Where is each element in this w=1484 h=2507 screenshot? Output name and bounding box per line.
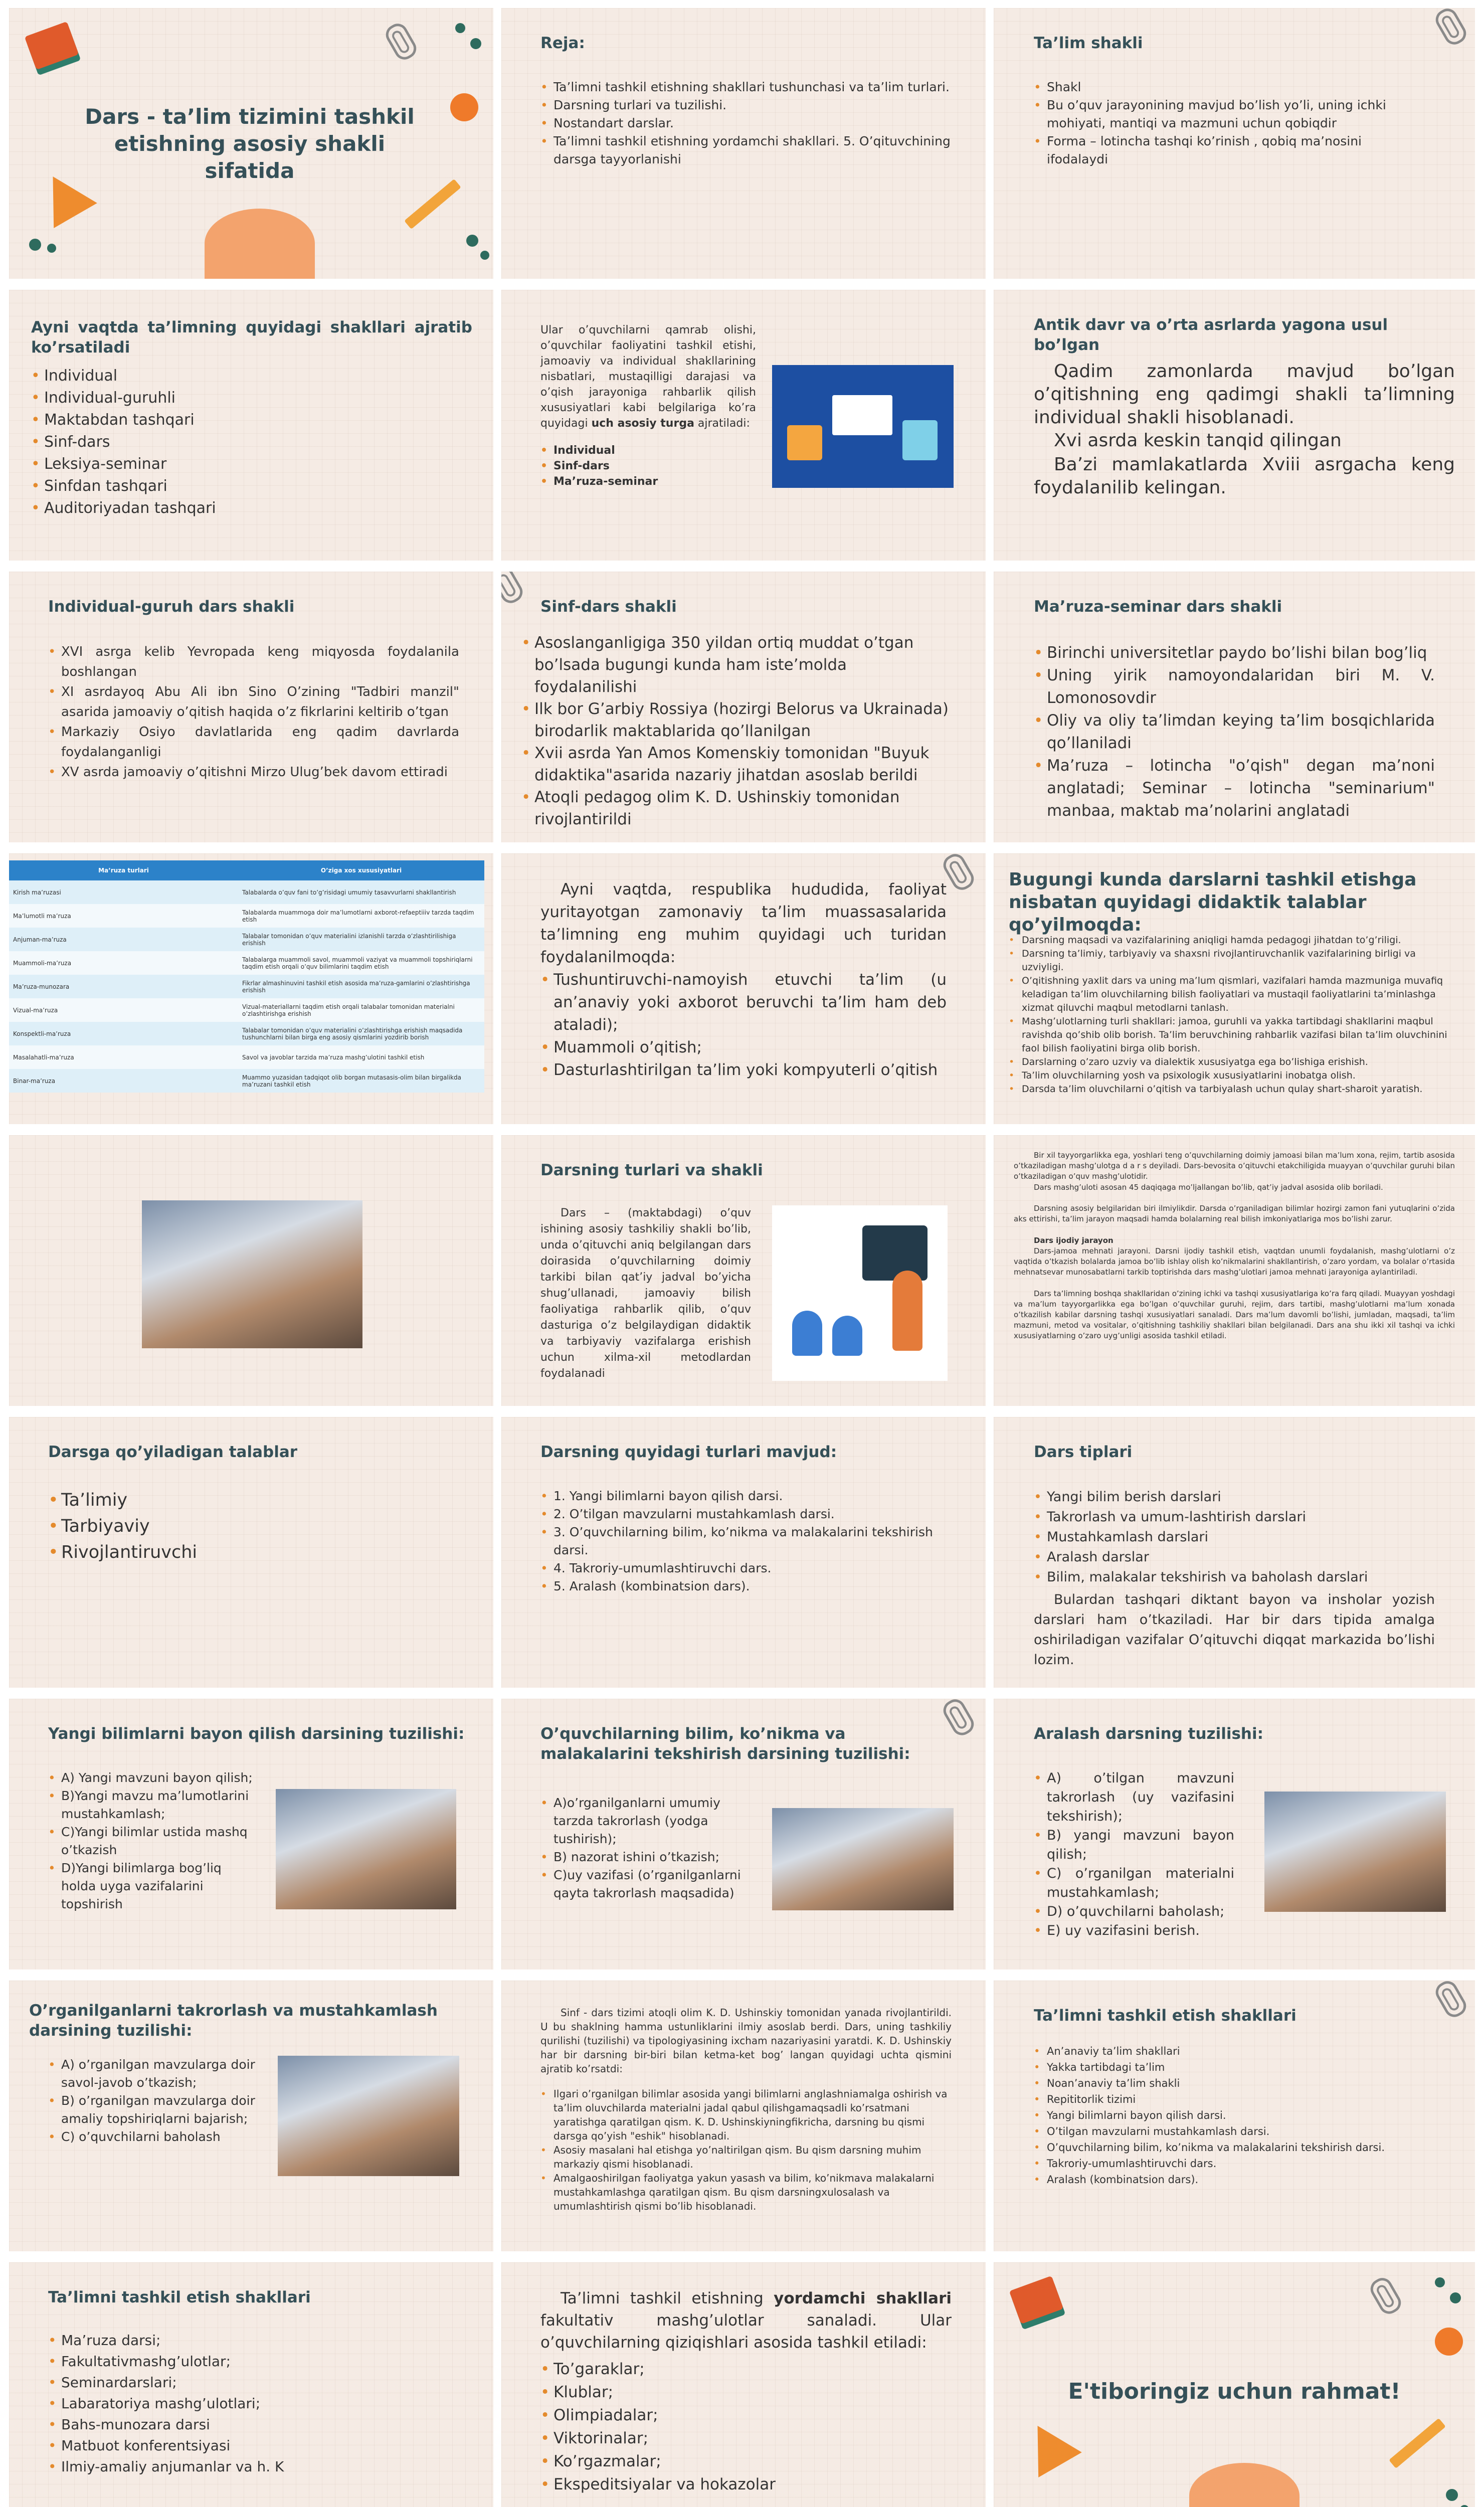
slide-heading: Ta’lim shakli — [1034, 34, 1143, 52]
list-item: • Ta’limni tashkil etishning shakllari tushunchasi va ta’lim turlari. — [540, 78, 952, 96]
list-item: • Matbuot konferentsiyasi — [48, 2435, 449, 2456]
list-item: • Darsning turlari va tuzilishi. — [540, 96, 952, 114]
slide-lecture-table[interactable] — [9, 853, 493, 1124]
slide-didactic-requirements[interactable] — [994, 853, 1475, 1124]
requirements-list — [1009, 934, 1450, 1096]
list-item: • B) nazorat ishini o’tkazish; — [540, 1848, 741, 1866]
table-row: Masalahatli-ma’ruza Savol va javoblar tarzida ma’ruza mashg’ulotini tashkil etish — [9, 1045, 484, 1069]
ruler-icon — [1016, 2413, 1082, 2477]
slide-heading: Darsga qo’yiladigan talablar — [48, 1443, 298, 1461]
list-item: • A)o’rganilganlarni umumiy tarzda takrorlash (yodga tushirish); — [540, 1794, 741, 1848]
tips-list — [1034, 1487, 1435, 1587]
list-item: • D) o’quvchilarni baholash; — [1034, 1902, 1234, 1921]
slide-ushinskiy[interactable] — [501, 1981, 986, 2251]
slide-maruza-seminar[interactable] — [994, 572, 1475, 842]
table-header: O’ziga xos xususiyatlari — [238, 860, 484, 880]
list-item: • Sinfdan tashqari — [31, 475, 432, 497]
list-item: • Ma’ruza-seminar — [540, 474, 756, 489]
list-item: • C) o’rganilgan materialni mustahkamlash; — [1034, 1864, 1234, 1902]
list-item: • Mashg’ulotlarning turli shakllari: jamoa, guruhli va yakka tartibdagi shakllarini maqbul ravishda qo’shib olib borish. Ta’lim beruvchining rahbarlik vazifasi bilan ta’lim oluvchinini faol bilish faoliyatini birga olib borish. — [1009, 1015, 1450, 1055]
book-icon — [1009, 2276, 1064, 2324]
table-row: Binar-ma’ruza Muammo yuzasidan tadqiqot olib borgan mutasasis-olim bilan birgalikda ma’ruzani tashkil etish — [9, 1069, 484, 1093]
slide-repeat-lesson[interactable] — [9, 1981, 493, 2251]
slide-lesson-types[interactable] — [501, 1135, 986, 1406]
paragraph: Bulardan tashqari diktant bayon va insholar yozish darslari ham o’tkaziladi. Har bir dars tipida amalga oshiriladigan vazifalar O’qituvchi diqqat markazida bo’lishi lozim. — [1034, 1592, 1435, 1668]
list-item: • Sinf-dars — [540, 458, 756, 474]
slide-check-knowledge[interactable] — [501, 1699, 986, 1969]
list-item: • A) o’tilgan mavzuni takrorlash (uy vazifasini tekshirish); — [1034, 1769, 1234, 1826]
slide-auxiliary-forms[interactable] — [501, 2262, 986, 2507]
slide-heading: Ayni vaqtda ta’limning quyidagi shakllari ajratib ko’rsatiladi — [31, 318, 472, 356]
list-item: • Ilk bor G’arbiy Rossiya (hozirgi Belorus va Ukrainada) birodarlik maktablarida qo’llanilgan — [521, 698, 953, 742]
classroom-photo — [276, 1789, 456, 1909]
list-item: • Ta’limiy — [48, 1487, 449, 1513]
paragraph: Ba’zi mamlakatlarda Xviii asrgacha keng foydalanilib kelingan. — [1034, 454, 1455, 498]
list-item: • B)Yangi mavzu ma’lumotlarini mustahkamlash; — [48, 1787, 259, 1823]
paperclip-icon — [1367, 2274, 1404, 2317]
elearning-illustration — [772, 365, 954, 488]
list-item: • Seminardarslari; — [48, 2372, 449, 2393]
paragraph: Bir xil tayyorgarlikka ega, yoshlari teng o’quvchilarning doimiy jamoasi bilan ma’lum xona, rejim, tartib asosida o’tkaziladigan mashg’ulotga d a r s deyiladi. Dars-bevosita o’qituvchi etakchiligida muayyan o’quvchilar guruhi bilan o’tkaziladigan o’quv mashg’ulotidir. — [1014, 1151, 1455, 1181]
list-item: • Xvii asrda Yan Amos Komenskiy tomonidan "Buyuk didaktika"asarida nazariy jihatdan asoslab berildi — [521, 742, 953, 786]
slide-heading: Antik davr va o’rta asrlarda yagona usul bo’lgan — [1034, 316, 1388, 354]
slide-reja[interactable] — [501, 8, 986, 279]
slide-lesson-kinds[interactable] — [501, 1417, 986, 1688]
paragraph: Darsning asosiy belgilaridan biri ilmiylikdir. Darsda o’rganiladigan bilimlar hozirgi zamon fani yutuqlarini o’zida aks ettirishi, ta’lim jarayon maqsadi hamda bolalarning real bilish imkoniyatlariga mos bo’lishi zarur. — [1014, 1204, 1455, 1223]
paperclip-icon — [501, 572, 526, 607]
paragraph: Dars-jamoa mehnati jarayoni. Darsni ijodiy tashkil etish, vaqtdan unumli foydalanish, mashg’ulotlarni o’z vaqtida o’tkazish bolalarda jamoa bo’lib ishlay olish ko’nikmalarini shakllantirish, o’zaro yordam, va bolalar o’rtasida mehnatsevar munosabatlarni tarkib toptirishda dars mashg’ulotlari jamoa mehnati jarayoniga aylantiriladi. — [1014, 1246, 1455, 1277]
teacher-illustration — [772, 1205, 948, 1381]
list-item: • Ta’lim oluvchilarning yosh va psixologik xususiyatlarini inobatga olish. — [1009, 1069, 1450, 1083]
list-item: • Bahs-munozara darsi — [48, 2414, 449, 2435]
list-item: • Leksiya-seminar — [31, 453, 432, 475]
table-row: Ma’ruza-munozara Fikrlar almashinuvini tashkil etish asosida ma’ruza-gamlarini o’zlashtirishga erishish — [9, 975, 484, 998]
types-list — [540, 443, 756, 489]
table-row: Konspektli-ma’ruza Talabalar tomonidan o’quv materialini o’zlashtirishga erishish maqsadida tushunchlarni bilan birga eng asosiy qismlarini yozdirib borish — [9, 1022, 484, 1045]
slide-heading: Ta’limni tashkil etish shakllari — [1034, 2007, 1296, 2025]
paragraph: Qadim zamonlarda mavjud bo’lgan o’qitishning eng qadimgi shakli ta’limning individual shakli hisoblanadi. — [1034, 361, 1455, 428]
list-item: • Sinf-dars — [31, 431, 432, 453]
list-item: • Ekspeditsiyalar va hokazolar — [540, 2473, 952, 2496]
list-item: • D)Yangi bilimlarga bog’liq holda uyga vazifalarini topshirish — [48, 1859, 259, 1913]
slide-new-knowledge[interactable] — [9, 1699, 493, 1969]
slide-heading: Reja: — [540, 34, 585, 52]
list-item: • O’quvchilarning bilim, ko’nikma va malakalarini tekshirish darsi. — [1034, 2139, 1435, 2156]
presentation-title: Dars - ta’lim tizimini tashkil etishning asosiy shakli sifatida — [85, 104, 415, 183]
list-item: • Tarbiyaviy — [48, 1513, 449, 1539]
list-item: • Yakka tartibdagi ta’lim — [1034, 2059, 1435, 2075]
list-item: • Viktorinalar; — [540, 2427, 952, 2450]
slide-lesson-tips[interactable] — [994, 1417, 1475, 1688]
structure-list — [48, 1769, 259, 1913]
paragraph: Xvi asrda keskin tanqid qilingan — [1054, 430, 1342, 451]
slide-heading: Sinf-dars shakli — [540, 598, 677, 616]
list-item: • Bilim, malakalar tekshirish va baholash darslari — [1034, 1567, 1435, 1587]
list-item: • Darsda ta’lim oluvchilarni o’qitish va tarbiyalash uchun qulay shart-sharoit yaratish. — [1009, 1083, 1450, 1096]
slide-individual-guruh[interactable] — [9, 572, 493, 842]
table-row: Ma’lumotli ma’ruza Talabalarda muammoga doir ma’lumotlarni axborot-refaeptiiiv tarzda taqdim etish — [9, 904, 484, 928]
intro-text: Ular o’quvchilarni qamrab olishi, o’quvchilar faoliyatini tashkil etishi, jamoaviy va individual shakllarining nisbatlari, mustaqilligi darajasi va o’qish jarayoniga rahbarlik qilish xususiyatlari kabi belgilariga ko’ra quyidagi uch asosiy turga ajratiladi: — [540, 324, 756, 430]
activities-list — [540, 2358, 952, 2496]
slide-heading: Bugungi kunda darslarni tashkil etishga nisbatan quyidagi didaktik talablar qo’yilmoqda: — [1009, 869, 1417, 935]
history-list — [521, 632, 953, 830]
list-item: • Bu o’quv jarayonining mavjud bo’lish yo’li, uning ichki mohiyati, mantiqi va mazmuni uchun qobiqdir — [1034, 96, 1415, 132]
parts-list — [540, 2087, 952, 2213]
structure-list — [1034, 1769, 1234, 1940]
paperclip-icon — [1432, 1981, 1469, 2021]
list-item: • Klublar; — [540, 2381, 952, 2404]
list-item: • 1. Yangi bilimlarni bayon qilish darsi. — [540, 1487, 952, 1505]
slide-three-types[interactable] — [501, 290, 986, 561]
slide-lesson-text[interactable] — [994, 1135, 1475, 1406]
list-item: • Ma’ruza – lotincha "o’qish" degan ma’noni anglatadi; Seminar – lotincha "seminarium" manbaa, maktab ma’nolarini anglatadi — [1034, 755, 1435, 822]
list-item: • Darsning ta’limiy, tarbiyaviy va shaxsni rivojlantiruvchanlik vazifalarining birligi va uzviyligi. — [1009, 947, 1450, 974]
classroom-photo — [278, 2056, 459, 2176]
table-header: Ma’ruza turlari — [9, 860, 238, 880]
apple-icon — [450, 93, 478, 121]
slide-heading: Aralash darsning tuzilishi: — [1034, 1725, 1264, 1743]
forms-list — [31, 365, 432, 519]
requirements-list — [48, 1487, 449, 1565]
list-item: • Dasturlashtirilgan ta’lim yoki kompyuterli o’qitish — [540, 1059, 947, 1082]
list-item: • 3. O’quvchilarning bilim, ko’nikma va malakalarini tekshirish darsi. — [540, 1523, 952, 1559]
list-item: • XV asrda jamoaviy o’qitishni Mirzo Ulug’bek davom ettiradi — [48, 762, 459, 782]
list-item: • Ilmiy-amaliy anjumanlar va h. K — [48, 2456, 449, 2477]
list-item: • Darslarning o’zaro uzviy va dialektik xususiyatga ega bo’lishiga erishish. — [1009, 1055, 1450, 1069]
table-row: Vizual-ma’ruza Vizual-materiallarni taqdim etish orqali talabalar tomonidan materialni o’zlashtirishga erishish — [9, 998, 484, 1022]
definition-list — [1034, 78, 1415, 168]
lesson-definition: Dars – (maktabdagi) o’quv ishining asosiy tashkiliy shakli bo’lib, unda o’qituvchi aniq belgilangan dars doirasida o’quvchilarning doimiy tarkibi bilan qat’iy jadval bo’yicha shug’ullanadi, jamoaviy bilish faoliyatiga rahbarlik qilib, o’quv dasturiga o’z belgilaydigan didaktik va tarbiyaviy vazifalarga erishish uchun xilma-xil metodlardan foydalanadi — [540, 1207, 751, 1380]
list-item: • An’anaviy ta’lim shakllari — [1034, 2043, 1435, 2059]
list-item: • Darsning maqsadi va vazifalarining aniqligi hamda pedagogi jihatdan to’g’riligi. — [1009, 934, 1450, 947]
slide-heading: Ta’limni tashkil etish shakllari — [48, 2288, 311, 2306]
list-item: • O’qitishning yaxlit dars va uning ma’lum qismlari, vazifalari hamda mazmuniga muvafiq keladigan ta’lim oluvchilarning bilish faoliyatlari va mustaqil faoliyatlarini ta’minlashga xizmat qiluvchi maqbul metodlarni tanlash. — [1009, 974, 1450, 1015]
list-item: • To’garaklar; — [540, 2358, 952, 2381]
slide-thanks[interactable] — [994, 2262, 1475, 2507]
history-list — [48, 642, 459, 782]
classroom-photo — [142, 1200, 362, 1348]
list-item: • Labaratoriya mashg’ulotlari; — [48, 2393, 449, 2414]
molecule-icon — [1440, 2483, 1475, 2507]
types-list — [540, 969, 947, 1082]
thanks-title: E'tiboringiz uchun rahmat! — [1068, 2379, 1401, 2404]
list-item: • C)Yangi bilimlar ustida mashq o’tkazish — [48, 1823, 259, 1859]
list-item: • Auditoriyadan tashqari — [31, 497, 432, 519]
list-item: • Asosiy masalani hal etishga yo’naltirilgan qism. Bu qism darsning muhim markaziy qismi hisoblanadi. — [540, 2143, 952, 2171]
slide-heading: O’quvchilarning bilim, ko’nikma va malakalarini tekshirish darsining tuzilishi: — [540, 1725, 910, 1763]
slide-talim-shakli[interactable] — [994, 8, 1475, 279]
table-row: Muammoli-ma’ruza Talabalarga muammoli savol, muammoli vaziyat va muammoli topshiriqlarni taqdim etish orqali o’quv bilimlarini taqdim etish — [9, 951, 484, 975]
list-item: • Fakultativmashg’ulotlar; — [48, 2351, 449, 2372]
paragraph: Dars mashg’uloti asosan 45 daqiqaga mo’ljallangan bo’lib, qat’iy jadval asosida olib boriladi. — [1034, 1183, 1383, 1192]
list-item: • C)uy vazifasi (o’rganilganlarni qayta takrorlash maqsadida) — [540, 1866, 741, 1902]
list-item: • E) uy vazifasini berish. — [1034, 1921, 1234, 1940]
list-item: • Ko’rgazmalar; — [540, 2450, 952, 2473]
kinds-list — [540, 1487, 952, 1595]
slide-antik[interactable] — [994, 290, 1475, 561]
list-item: • Yangi bilim berish darslari — [1034, 1487, 1435, 1507]
classroom-photo — [1264, 1792, 1446, 1912]
paragraph: Ayni vaqtda, respublika hududida, faoliyat yuritayotgan zamonaviy ta’lim muassasalarida ta’limning eng muhim quyidagi uch turidan foydalanilmoqda: — [540, 880, 947, 966]
lecture-types-table — [9, 860, 484, 1093]
slide-heading: Darsning quyidagi turlari mavjud: — [540, 1443, 837, 1461]
molecule-icon — [450, 18, 485, 53]
list-item: • Aralash (kombinatsion dars). — [1034, 2172, 1435, 2188]
list-item: • Maktabdan tashqari — [31, 409, 432, 431]
list-item: • Mustahkamlash darslari — [1034, 1527, 1435, 1547]
forms-list — [1034, 2043, 1435, 2188]
list-item: • A) Yangi mavzuni bayon qilish; — [48, 1769, 259, 1787]
brain-icon — [205, 209, 315, 279]
structure-list — [540, 1794, 741, 1902]
slide-heading: Individual-guruh dars shakli — [48, 598, 295, 616]
list-item: • Ma’ruza darsi; — [48, 2330, 449, 2351]
molecule-icon — [1430, 2272, 1465, 2307]
history-list — [1034, 642, 1435, 822]
list-item: • Tushuntiruvchi-namoyish etuvchi ta’lim (u an’anaviy yoki axborot beruvchi ta’lim ham deb ataladi); — [540, 969, 947, 1036]
list-item: • Muammoli o’qitish; — [540, 1036, 947, 1059]
slide-sinf-dars[interactable] — [501, 572, 986, 842]
list-item: • Birinchi universitetlar paydo bo’lishi bilan bog’liq — [1034, 642, 1435, 664]
table-row: Kirish ma’ruzasi Talabalarda o’quv fani to’g’risidagi umumiy tasavvurlarni shakllantirish — [9, 880, 484, 904]
list-item: • Uning yirik namoyondalaridan biri M. V. Lomonosovdir — [1034, 664, 1435, 709]
list-item: • 2. O’tilgan mavzularni mustahkamlash darsi. — [540, 1505, 952, 1523]
list-item: • Olimpiadalar; — [540, 2404, 952, 2427]
paragraph: Dars ta’limning boshqa shakllaridan o’zining ichki va tashqi xususiyatlariga ko’ra farq qiladi. Muayyan yoshdagi va ma’lum tayyorgarlikka ega bo’lgan o’quvchilar guruhi, rejim, dars tartibi, mashg’ulotlarni ma’lum xonada o’tkazilish kabilar darsning tashqi xususiyatlari sanaladi. Dars ma’lum davomli bo’lishi, jumladan, maqsadi, ta’lim mazmuni, metod va vositalar, o’qitishning tashkiliy shakllari bilan belgilanadi. Dars ana shu ikki xil tashqi va ichki xususiyatlarning o’zaro uyg’unligi asosida tashkil etiladi. — [1014, 1289, 1455, 1340]
list-item: • A) o’rganilgan mavzularga doir savol-javob o’tkazish; — [48, 2056, 259, 2092]
slide-education-types[interactable] — [501, 853, 986, 1124]
list-item: • Aralash darslar — [1034, 1547, 1435, 1567]
paperclip-icon — [382, 20, 420, 63]
list-item: • Oliy va oliy ta’limdan keying ta’lim bosqichlarida qo’llaniladi — [1034, 709, 1435, 755]
list-item: • Forma – lotincha tashqi ko’rinish , qobiq ma’nosini ifodalaydi — [1034, 132, 1415, 168]
list-item: • Amalgaoshirilgan faoliyatga yakun yasash va bilim, ko’nikmava malakalarni mustahkamlashga qaratilgan qism. Bu qism darsningxulosalash va umumlashtirish qismi bo’lib hisoblanadi. — [540, 2171, 952, 2213]
structure-list — [48, 2056, 259, 2146]
apple-icon — [1435, 2327, 1463, 2356]
slide-heading: O’rganilganlarni takrorlash va mustahkamlash darsining tuzilishi: — [29, 2002, 438, 2040]
paperclip-icon — [1432, 8, 1469, 48]
paragraph: Sinf - dars tizimi atoqli olim K. D. Ushinskiy tomonidan yanada rivojlantirildi. U bu shaklning hamma ustunliklarini ilmiy asoslab berdi. Dars, uning tashkiliy qurilishi (tuzilishi) va tipologiyasining ixcham nazariyasini yaratdi. K. D. Ushinskiy har bir darsning bir-biri bilan ketma-ket bog’ langan quyidagi uchta qismini ajratib ko’rsatdi: — [540, 2007, 952, 2075]
book-icon — [25, 22, 79, 70]
pencil-icon — [404, 179, 461, 229]
list-item: • 5. Aralash (kombinatsion dars). — [540, 1577, 952, 1595]
list-item: • O’tilgan mavzularni mustahkamlash darsi. — [1034, 2123, 1435, 2139]
list-item: • Asoslanganligiga 350 yildan ortiq muddat o’tgan bo’lsada bugungi kunda ham iste’molda foydalanilishi — [521, 632, 953, 698]
slide-heading: Dars tiplari — [1034, 1443, 1133, 1461]
list-item: • Takroriy-umumlashtiruvchi dars. — [1034, 2156, 1435, 2172]
list-item: • Yangi bilimlarni bayon qilish darsi. — [1034, 2107, 1435, 2123]
list-item: • B) o’rganilgan mavzularga doir amaliy topshiriqlarni bajarish; — [48, 2092, 259, 2128]
slide-title[interactable] — [9, 8, 493, 279]
list-item: • XI asrdayoq Abu Ali ibn Sino O’zining "Tadbiri manzil" asarida jamoaviy o’qitish haqida o’z fikrlarini keltirib o’tgan — [48, 682, 459, 722]
pencil-icon — [1389, 2418, 1446, 2468]
list-item: • Individual — [540, 443, 756, 458]
plan-list — [540, 78, 952, 168]
list-item: • Atoqli pedagog olim K. D. Ushinskiy tomonidan rivojlantirildi — [521, 786, 953, 830]
list-item: • Individual — [31, 365, 432, 387]
list-item: • Noan’anaviy ta’lim shakli — [1034, 2075, 1435, 2091]
list-item: • Ilgari o’rganilgan bilimlar asosida yangi bilimlarni anglashniamalga oshirish va ta’lim oluvchilarda materialni jadal qabul qilishgamaqsadli ko’rsatmani yaratishga qaratilgan qism. K. D. Ushinskiyningfikricha, darsning bu qismi darsga qo’yish "eshik" hisoblanadi. — [540, 2087, 952, 2143]
list-item: • B) yangi mavzuni bayon qilish; — [1034, 1826, 1234, 1864]
brain-icon — [1189, 2463, 1300, 2507]
list-item: • Ta’limni tashkil etishning yordamchi shakllari. 5. O’qituvchining darsga tayyorlanishi — [540, 132, 952, 168]
classroom-photo — [772, 1808, 954, 1910]
slide-requirements[interactable] — [9, 1417, 493, 1688]
paragraph-heading: Dars ijodiy jarayon — [1034, 1236, 1114, 1245]
table-row: Anjuman-ma’ruza Talabalar tomonidan o’quv materialini izlanishli tarzda o’zlashtirilishiga erishish — [9, 928, 484, 951]
slide-organization-forms[interactable] — [994, 1981, 1475, 2251]
list-item: • Rivojlantiruvchi — [48, 1539, 449, 1565]
list-item: • Markaziy Osiyo davlatlarida eng qadim davrlarda foydalanganligi — [48, 722, 459, 762]
list-item: • Shakl — [1034, 78, 1415, 96]
list-item: • XVI asrga kelib Yevropada keng miqyosda foydalanila boshlangan — [48, 642, 459, 682]
paragraph: Ta’limni tashkil etishning yordamchi shakllari fakultativ mashg’ulotlar sanaladi. Ular o’quvchilarning qiziqishlari asosida tashkil etiladi: — [540, 2289, 952, 2352]
list-item: • Repititorlik tizimi — [1034, 2091, 1435, 2107]
slide-forms[interactable] — [9, 290, 493, 561]
slide-heading: Ma’ruza-seminar dars shakli — [1034, 598, 1282, 616]
slide-mixed-lesson[interactable] — [994, 1699, 1475, 1969]
forms-list — [48, 2330, 449, 2477]
slide-heading: Yangi bilimlarni bayon qilish darsining tuzilishi: — [48, 1725, 465, 1743]
list-item: • Takrorlash va umum-lashtirish darslari — [1034, 1507, 1435, 1527]
list-item: • Nostandart darslar. — [540, 114, 952, 132]
slide-organization-forms-2[interactable] — [9, 2262, 493, 2507]
list-item: • Individual-guruhli — [31, 387, 432, 409]
slide-heading: Darsning turlari va shakli — [540, 1161, 763, 1179]
molecule-icon — [24, 229, 59, 264]
molecule-icon — [460, 229, 493, 264]
list-item: • 4. Takroriy-umumlashtiruvchi dars. — [540, 1559, 952, 1577]
slide-classroom-photo[interactable] — [9, 1135, 493, 1406]
list-item: • C) o’quvchilarni baholash — [48, 2128, 259, 2146]
